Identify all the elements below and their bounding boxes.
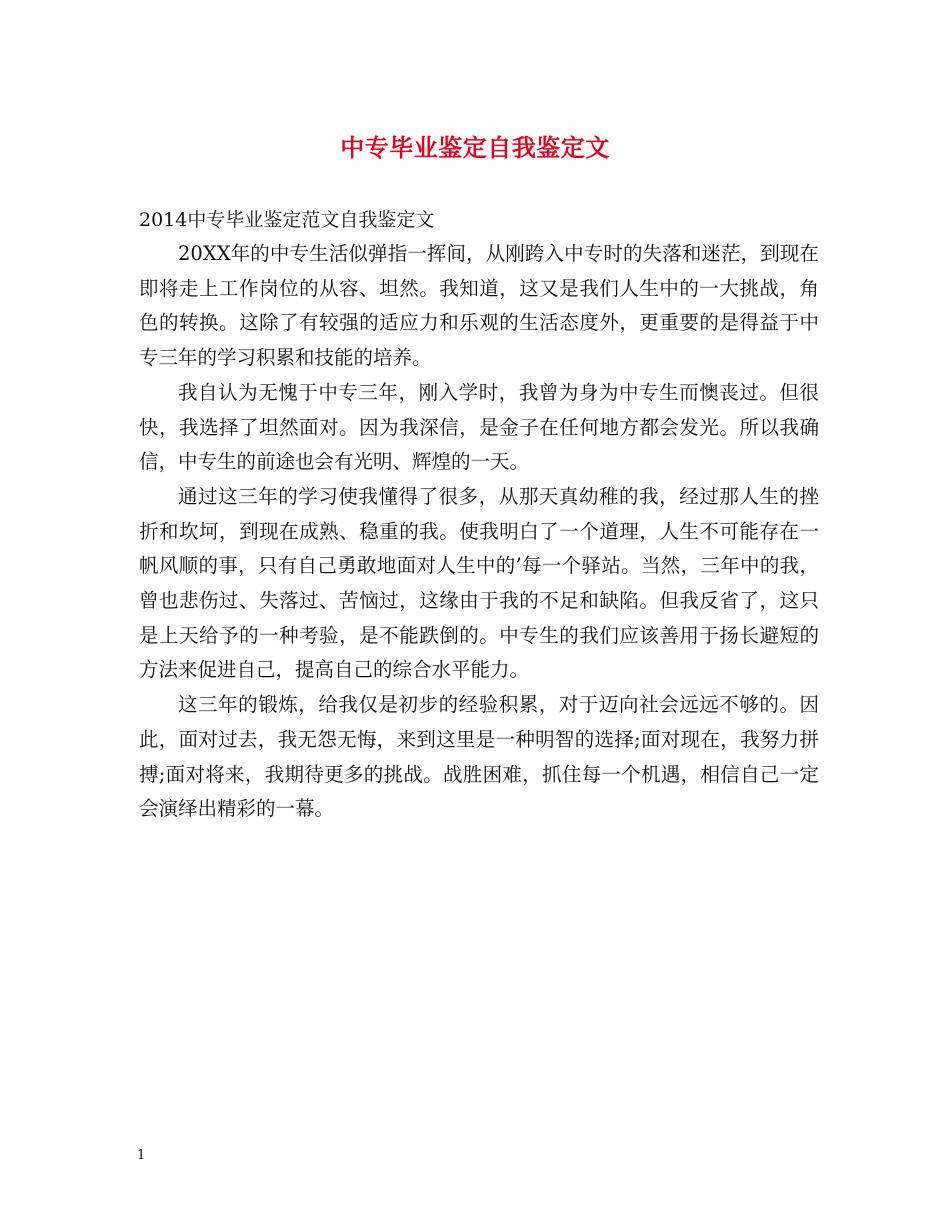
paragraph-1: 20XX年的中专生活似弹指一挥间，从刚跨入中专时的失落和迷茫，到现在即将走上工作岗位的从容、坦然。我知道，这又是我们人生中的一大挑战，角色的转换。这除了有较强的适应力和乐观的生活态度外，更重要的是得益于中专三年的学习积累和技能的培养。 (139, 242, 819, 370)
paragraph-3: 通过这三年的学习使我懂得了很多，从那天真幼稚的我，经过那人生的挫折和坎坷，到现在成熟、稳重的我。使我明白了一个道理，人生不可能存在一帆风顺的事，只有自己勇敢地面对人生中的’每一个驿站。当然，三年中的我，曾也悲伤过、失落过、苦恼过，这缘由于我的不足和缺陷。但我反省了，这只是上天给予的一种考验，是不能跌倒的。中专生的我们应该善用于扬长避短的方法来促进自己，提高自己的综合水平能力。 (139, 484, 819, 682)
page-number: 1 (137, 1148, 146, 1163)
paragraph-2: 我自认为无愧于中专三年，刚入学时，我曾为身为中专生而懊丧过。但很快，我选择了坦然面对。因为我深信，是金子在任何地方都会发光。所以我确信，中专生的前途也会有光明、辉煌的一天。 (139, 380, 819, 474)
document-subtitle: 2014中专毕业鉴定范文自我鉴定文 (139, 209, 435, 231)
paragraph-4: 这三年的锻炼，给我仅是初步的经验积累，对于迈向社会远远不够的。因此，面对过去，我无怨无悔，来到这里是一种明智的选择;面对现在，我努力拼搏;面对将来，我期待更多的挑战。战胜困难，抓住每一个机遇，相信自己一定会演绎出精彩的一幕。 (139, 693, 819, 821)
document-body (139, 203, 819, 827)
document-title: 中专毕业鉴定自我鉴定文 (340, 133, 610, 162)
